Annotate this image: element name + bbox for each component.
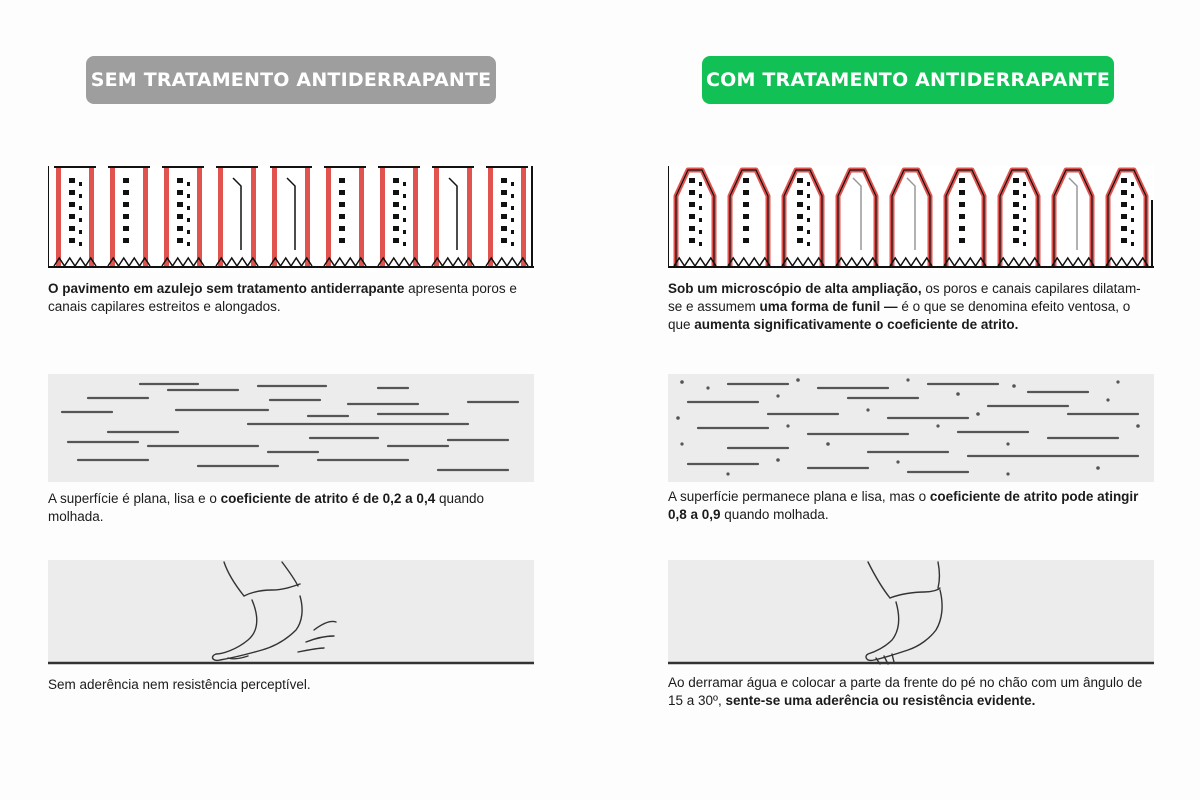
untreated-pores-caption: O pavimento em azulejo sem tratamento antiderrapante apresenta poros e canais capilares estreitos e alongados.	[48, 281, 517, 314]
foot-gripping-illustration	[668, 560, 1154, 668]
treated-pores-diagram	[668, 166, 1154, 272]
untreated-pores-diagram	[48, 166, 534, 272]
pores-straight-illustration	[48, 166, 534, 272]
left-column	[0, 0, 560, 800]
untreated-foot-diagram	[48, 560, 534, 668]
textured-surface-illustration	[668, 374, 1154, 482]
right-column	[620, 0, 1180, 800]
untreated-surface-caption: A superfície é plana, lisa e o coeficiente de atrito é de 0,2 a 0,4 quando molhada.	[48, 491, 485, 524]
untreated-surface-diagram	[48, 374, 534, 482]
untreated-badge: SEM TRATAMENTO ANTIDERRAPANTE	[86, 56, 496, 104]
treated-foot-caption: Ao derramar água e colocar a parte da frente do pé no chão com um ângulo de 15 a 30º, sente-se uma aderência ou resistência evidente.	[668, 675, 1143, 708]
foot-slipping-illustration	[48, 560, 534, 668]
treated-badge: COM TRATAMENTO ANTIDERRAPANTE	[702, 56, 1114, 104]
treated-pores-caption: Sob um microscópio de alta ampliação, os poros e canais capilares dilatam-se e assumem uma forma de funil — é o que se denomina efeito ventosa, o que aumenta significativamente o coeficiente de atrito.	[668, 281, 1141, 332]
treated-surface-caption: A superfície permanece plana e lisa, mas o coeficiente de atrito pode atingir 0,8 a 0,9 quando molhada.	[668, 489, 1139, 522]
untreated-foot-caption: Sem aderência nem resistência perceptível.	[48, 677, 311, 692]
treated-foot-diagram	[668, 560, 1154, 668]
treated-surface-diagram	[668, 374, 1154, 482]
smooth-surface-illustration	[48, 374, 534, 482]
pores-funnel-illustration	[668, 166, 1154, 272]
